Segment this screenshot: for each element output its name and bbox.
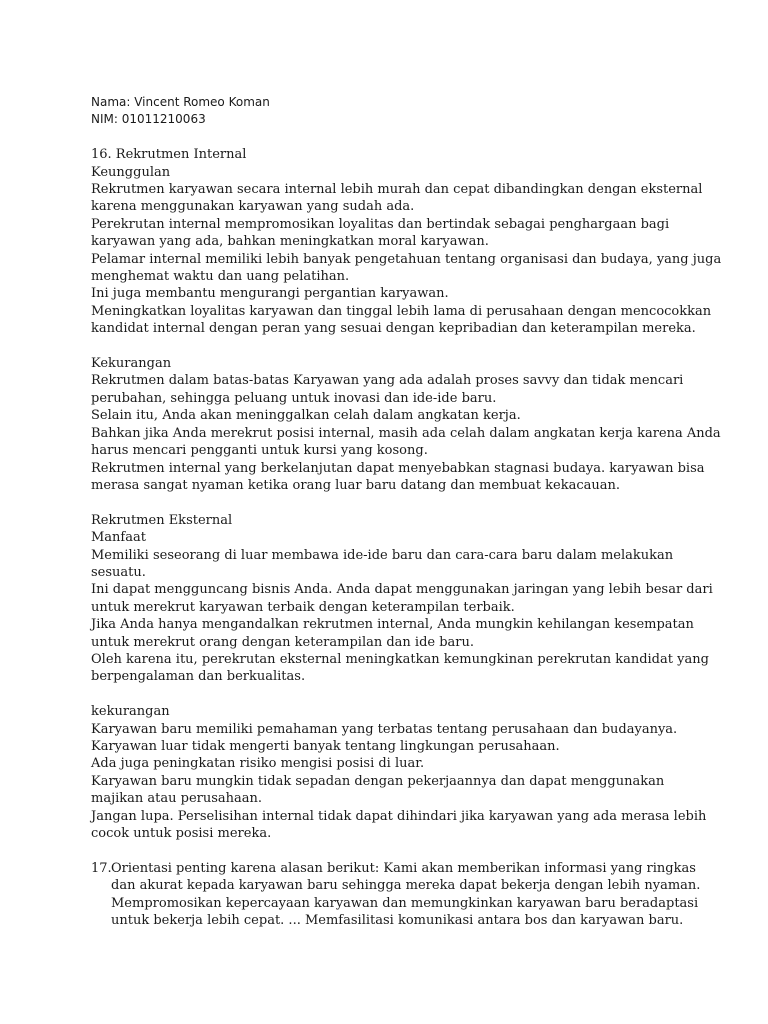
orientation-paragraph: [111, 860, 700, 930]
student-name: Nama: Vincent Romeo Koman: [91, 95, 270, 109]
paragraph-line: Selain itu, Anda akan meninggalkan celah dalam angkatan kerja.: [91, 408, 521, 424]
external-recruitment-section: [91, 512, 713, 843]
internal-recruitment-section: [91, 146, 722, 494]
internal-advantages-list: [91, 181, 722, 338]
list-item: [91, 738, 691, 755]
paragraph-line: cocok untuk posisi mereka.: [91, 826, 272, 841]
internal-disadvantages-heading: Kekurangan: [91, 356, 172, 372]
external-benefits-list: [91, 547, 713, 686]
list-item: [91, 372, 691, 407]
paragraph-line: sesuatu.: [91, 564, 146, 580]
list-item: [91, 425, 721, 460]
paragraph-line: untuk merekrut orang dengan keterampilan dan ide baru.: [91, 634, 475, 650]
list-item: [91, 303, 712, 338]
list-item: [91, 285, 691, 302]
paragraph-line: Karyawan luar tidak mengerti banyak tentang lingkungan perusahaan.: [91, 738, 560, 754]
internal-advantages-heading: Keunggulan: [91, 164, 171, 180]
list-item: [91, 616, 694, 651]
paragraph-line: Rekrutmen dalam batas-batas Karyawan yang ada adalah proses savvy dan tidak mencari: [91, 373, 684, 389]
paragraph-line: Ini juga membantu mengurangi pergantian karyawan.: [91, 286, 449, 302]
paragraph-line: Ada juga peningkatan risiko mengisi posisi di luar.: [91, 756, 425, 772]
internal-title: 16. Rekrutmen Internal: [91, 147, 247, 163]
paragraph-line: Rekrutmen internal yang berkelanjutan dapat menyebabkan stagnasi budaya. karyawan bisa: [91, 460, 705, 476]
orientation-number: 17.: [91, 860, 112, 876]
list-item: [91, 773, 691, 808]
paragraph-line: Karyawan baru mungkin tidak sepadan dengan pekerjaannya dan dapat menggunakan: [91, 773, 665, 789]
list-item: [91, 407, 691, 424]
paragraph-line: menghemat waktu dan uang pelatihan.: [91, 269, 350, 285]
paragraph-line: Oleh karena itu, perekrutan eksternal meningkatkan kemungkinan perekrutan kandidat yang: [91, 651, 709, 667]
paragraph-line: dan akurat kepada karyawan baru sehingga mereka dapat bekerja dengan lebih nyaman.: [111, 878, 701, 894]
student-nim: NIM: 01011210063: [91, 112, 206, 127]
document-page: [91, 94, 722, 929]
external-disadvantages-list: [91, 721, 707, 843]
list-item: [91, 651, 709, 686]
list-item: [91, 755, 691, 772]
paragraph-line: Mempromosikan kepercayaan karyawan dan memungkinkan karyawan baru beradaptasi: [111, 895, 699, 911]
paragraph-line: untuk merekrut karyawan terbaik dengan keterampilan terbaik.: [91, 599, 515, 615]
student-header: [91, 94, 691, 129]
list-item: [91, 181, 703, 216]
list-item: [91, 216, 691, 251]
internal-disadvantages-list: [91, 372, 721, 494]
paragraph-line: Bahkan jika Anda merekrut posisi internal, masih ada celah dalam angkatan kerja karena Anda: [91, 425, 721, 441]
external-disadvantages-heading: kekurangan: [91, 704, 170, 720]
paragraph-line: Karyawan baru memiliki pemahaman yang terbatas tentang perusahaan dan budayanya.: [91, 721, 678, 737]
paragraph-line: Pelamar internal memiliki lebih banyak pengetahuan tentang organisasi dan budaya, yang juga: [91, 251, 722, 267]
list-item: [91, 460, 705, 495]
list-item: [91, 721, 691, 738]
external-title: Rekrutmen Eksternal: [91, 512, 233, 528]
paragraph-line: Ini dapat mengguncang bisnis Anda. Anda dapat menggunakan jaringan yang lebih besar dari: [91, 582, 713, 598]
external-benefits-heading: Manfaat: [91, 530, 146, 546]
paragraph-line: karyawan yang ada, bahkan meningkatkan moral karyawan.: [91, 234, 489, 250]
paragraph-line: Jika Anda hanya mengandalkan rekrutmen internal, Anda mungkin kehilangan kesempatan: [91, 617, 694, 633]
paragraph-line: perubahan, sehingga peluang untuk inovasi dan ide-ide baru.: [91, 390, 497, 406]
list-item: [91, 581, 713, 616]
paragraph-line: harus mencari pengganti untuk kursi yang kosong.: [91, 443, 428, 459]
paragraph-line: merasa sangat nyaman ketika orang luar baru datang dan membuat kekacauan.: [91, 477, 621, 493]
paragraph-line: majikan atau perusahaan.: [91, 791, 263, 807]
paragraph-line: untuk bekerja lebih cepat. ... Memfasilitasi komunikasi antara bos dan karyawan baru.: [111, 913, 684, 929]
paragraph-line: Rekrutmen karyawan secara internal lebih murah dan cepat dibandingkan dengan eksternal: [91, 182, 703, 198]
paragraph-line: Orientasi penting karena alasan berikut: Kami akan memberikan informasi yang ringkas: [111, 860, 696, 876]
paragraph-line: karena menggunakan karyawan yang sudah ada.: [91, 199, 415, 215]
paragraph-line: Memiliki seseorang di luar membawa ide-ide baru dan cara-cara baru dalam melakukan: [91, 547, 674, 563]
list-item: [91, 251, 722, 286]
paragraph-line: berpengalaman dan berkualitas.: [91, 669, 306, 685]
paragraph-line: Meningkatkan loyalitas karyawan dan tinggal lebih lama di perusahaan dengan mencocokkan: [91, 303, 712, 319]
list-item: [91, 547, 691, 582]
paragraph-line: Perekrutan internal mempromosikan loyalitas dan bertindak sebagai penghargaan bagi: [91, 216, 670, 232]
list-item: [91, 808, 707, 843]
orientation-item: [91, 860, 701, 930]
paragraph-line: Jangan lupa. Perselisihan internal tidak dapat dihindari jika karyawan yang ada merasa lebih: [91, 808, 707, 824]
paragraph-line: kandidat internal dengan peran yang sesuai dengan kepribadian dan keterampilan mereka.: [91, 321, 696, 337]
